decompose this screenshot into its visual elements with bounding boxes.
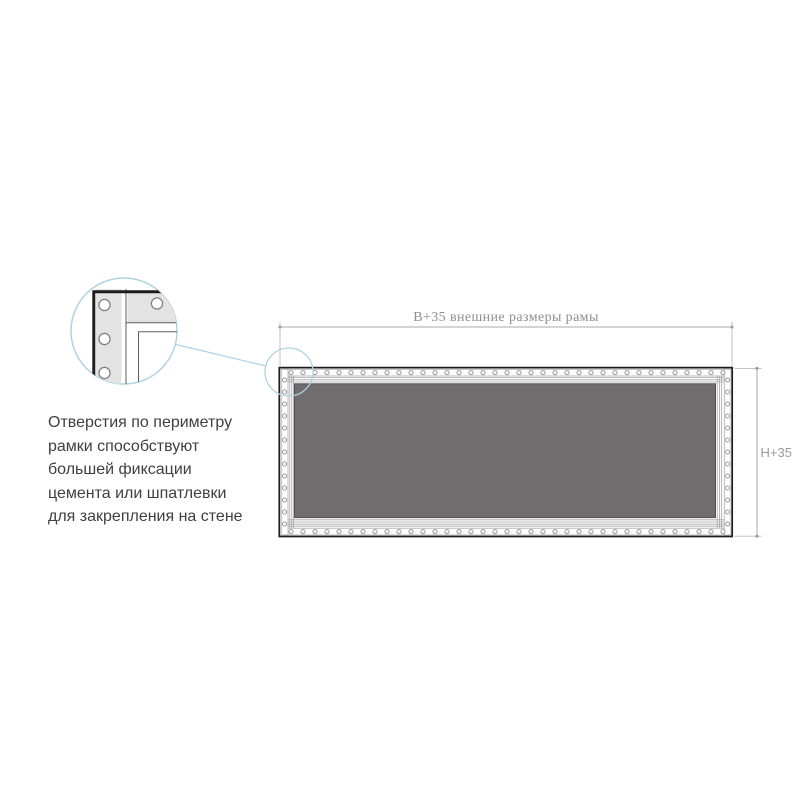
detail-hole <box>151 298 162 309</box>
mounting-frame <box>279 368 732 537</box>
callout-leader-line <box>176 345 266 367</box>
dim-tick <box>279 326 282 329</box>
note-line: цемента или шпатлевки <box>48 484 227 502</box>
detail-hole <box>99 367 110 378</box>
note-line: для закрепления на стене <box>48 508 243 525</box>
note-line: большей фиксации <box>48 461 192 478</box>
detail-callout <box>71 278 313 396</box>
dim-tick <box>756 367 759 370</box>
dimension-label-height: H+35 <box>760 445 792 460</box>
dim-tick <box>731 326 734 329</box>
perforation-holes-right <box>724 375 731 529</box>
dimension-height <box>735 367 792 538</box>
detail-hole <box>99 333 110 344</box>
dimension-label-width: B+35 внешние размеры рамы <box>413 310 599 325</box>
note-line: Отверстия по периметру <box>48 414 233 431</box>
extension-lines-width <box>280 322 732 366</box>
frame-inner-panel <box>295 384 716 518</box>
detail-hole <box>99 299 110 310</box>
perforation-holes-bottom <box>285 528 727 535</box>
dimension-width <box>279 310 734 366</box>
annotation-note <box>48 411 288 529</box>
note-line: рамки способствуют <box>48 437 200 455</box>
dim-tick <box>756 535 759 538</box>
perforation-holes-top <box>285 369 727 376</box>
